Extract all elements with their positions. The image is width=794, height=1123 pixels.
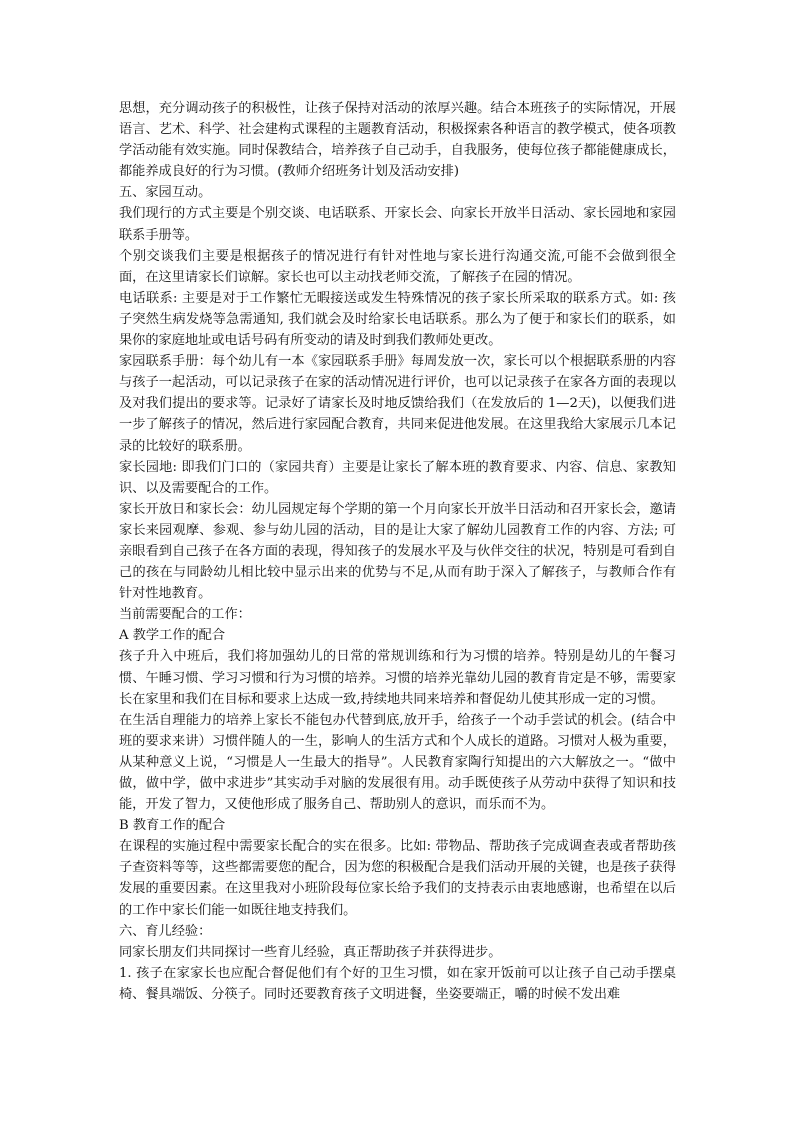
body-paragraph: 家长开放日和家长会：幼儿园规定每个学期的第一个月向家长开放半日活动和召开家长会，邀请家长来园观摩、参观、参与幼儿园的活动，目的是让大家了解幼儿园教育工作的内容、方法; 可亲眼看到自己孩子在各方面的表现，得知孩子的发展水平及与伙伴交往的状况，特别是可看到自己的孩在与同龄幼儿相比较中显示出来的优势与不足,从而有助于深入了解孩子，与教师合作有针对性地教育。 xyxy=(119,501,676,602)
section-heading: 六、育儿经验： xyxy=(119,923,212,939)
body-paragraph: 在课程的实施过程中需要家长配合的实在很多。比如: 带物品、帮助孩子完成调查表或者帮助孩子查资料等等，这些都需要您的配合，因为您的积极配合是我们活动开展的关键，也是孩子获得发展的重要因素。在这里我对小班阶段每位家长给予我们的支持表示由衷地感谢，也希望在以后的工作中家长们能一如既往地支持我们。 xyxy=(119,839,676,918)
body-paragraph: 同家长朋友们共同探讨一些育儿经验，真正帮助孩子并获得进步。 xyxy=(119,944,502,960)
body-paragraph: 家长园地: 即我们门口的（家园共育）主要是让家长了解本班的教育要求、内容、信息、家教知识、以及需要配合的工作。 xyxy=(119,459,676,496)
document-page xyxy=(119,98,676,1005)
body-paragraph: 孩子升入中班后，我们将加强幼儿的日常的常规训练和行为习惯的培养。特别是幼儿的午餐习惯、午睡习惯、学习习惯和行为习惯的培养。习惯的培养光靠幼儿园的教育肯定是不够，需要家长在家里和我们在目标和要求上达成一致,持续地共同来培养和督促幼儿使其形成一定的习惯。 xyxy=(119,649,676,707)
body-paragraph: 电话联系: 主要是对于工作繁忙无暇接送或发生特殊情况的孩子家长所采取的联系方式。如: 孩子突然生病发烧等急需通知, 我们就会及时给家长电话联系。那么为了便于和家长们的联系，如果你的家庭地址或电话号码有所变动的请及时到我们教师处更改。 xyxy=(119,290,676,349)
body-paragraph: 家园联系手册：每个幼儿有一本《家园联系手册》每周发放一次，家长可以个根据联系册的内容与孩子一起活动，可以记录孩子在家的活动情况进行评价，也可以记录孩子在家各方面的表现以及对我们提出的要求等。记录好了请家长及时地反馈给我们（在发放后的 1—2天)，以便我们进一步了解孩子的情况，然后进行家园配合教育，共同来促进他发展。在这里我给大家展示几本记录的比较好的联系册。 xyxy=(119,354,676,454)
subsection-heading: 当前需要配合的工作： xyxy=(119,607,251,623)
body-paragraph: 1. 孩子在家家长也应配合督促他们有个好的卫生习惯，如在家开饭前可以让孩子自己动手摆桌椅、餐具端饭、分筷子。同时还要教育孩子文明进餐，坐姿要端正，嚼的时候不发出难 xyxy=(119,965,676,1002)
body-paragraph: 我们现行的方式主要是个别交谈、电话联系、开家长会、向家长开放半日活动、家长园地和家园联系手册等。 xyxy=(119,206,676,243)
body-paragraph: 个别交谈我们主要是根据孩子的情况进行有针对性地与家长进行沟通交流,可能不会做到很全面，在这里请家长们谅解。家长也可以主动找老师交流，了解孩子在园的情况。 xyxy=(119,248,676,285)
body-paragraph: 在生活自理能力的培养上家长不能包办代替到底,放开手，给孩子一个动手尝试的机会。(结合中班的要求来讲）习惯伴随人的一生，影响人的生活方式和个人成长的道路。习惯对人极为重要，从某种意义上说，“习惯是人一生最大的指导”。人民教育家陶行知提出的六大解放之一。“做中做，做中学，做中求进步”其实动手对脑的发展很有用。动手既使孩子从劳动中获得了知识和技能，开发了智力，又使他形成了服务自己、帮助别人的意识，而乐而不为。 xyxy=(119,712,676,813)
subsection-heading: A 教学工作的配合 xyxy=(119,628,226,644)
subsection-heading: B 教育工作的配合 xyxy=(119,818,226,834)
section-heading: 五、家园互动。 xyxy=(119,185,212,201)
body-paragraph: 思想，充分调动孩子的积极性，让孩子保持对活动的浓厚兴趣。结合本班孩子的实际情况，开展语言、艺术、科学、社会建构式课程的主题教育活动，积极探索各种语言的教学模式，使各项教学活动能有效实施。同时保教结合，培养孩子自己动手，自我服务，使每位孩子都能健康成长，都能养成良好的行为习惯。(教师介绍班务计划及活动安排) xyxy=(119,101,676,180)
